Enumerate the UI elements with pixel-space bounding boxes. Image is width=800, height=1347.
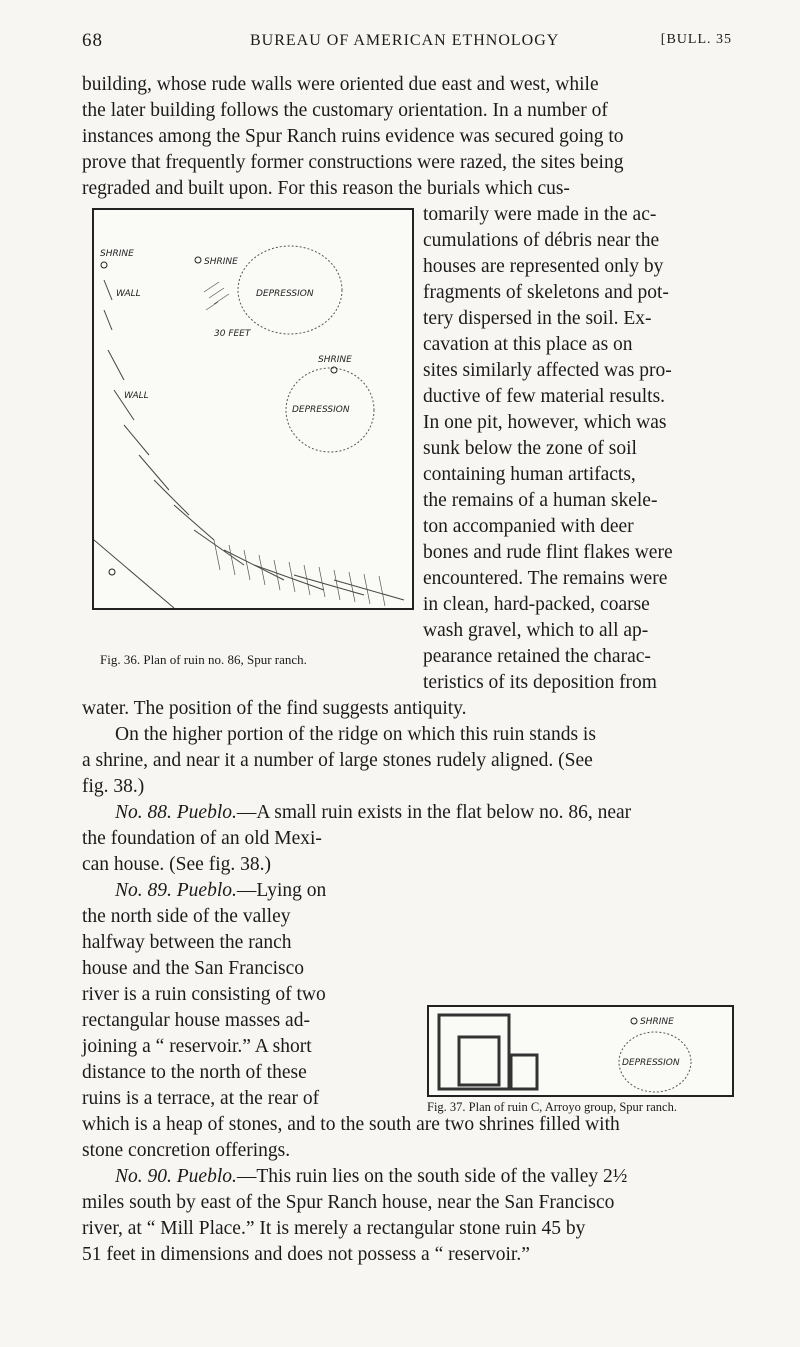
text-line: halfway between the ranch	[82, 932, 292, 953]
running-header	[82, 30, 732, 54]
shrine-marker	[331, 367, 337, 373]
text-line: house and the San Francisco	[82, 958, 305, 979]
text-line: pearance retained the charac-	[423, 646, 651, 667]
text-line: tery dispersed in the soil. Ex-	[423, 308, 652, 329]
text-line: prove that frequently former constructions were razed, the sites being	[82, 152, 624, 173]
text-line: 51 feet in dimensions and does not possess a “ reservoir.”	[82, 1244, 530, 1265]
page-number: 68	[82, 30, 103, 51]
text-line: river is a ruin consisting of two	[82, 984, 326, 1005]
text-line: ductive of few material results.	[423, 386, 666, 407]
text-line: No. 88. Pueblo.—A small ruin exists in the flat below no. 86, near	[115, 802, 632, 823]
running-title: BUREAU OF AMERICAN ETHNOLOGY	[250, 32, 560, 49]
figure-37-plan	[429, 1007, 732, 1095]
shrine-marker	[109, 569, 115, 575]
text-line: the foundation of an old Mexi-	[82, 828, 322, 849]
text-line: which is a heap of stones, and to the south are two shrines filled with	[82, 1114, 620, 1135]
text-line: containing human artifacts,	[423, 464, 636, 485]
label-wall: WALL	[116, 289, 141, 299]
shrine-marker	[101, 262, 107, 268]
shrine-marker	[195, 257, 201, 263]
figure-36-caption: Fig. 36. Plan of ruin no. 86, Spur ranch.	[100, 652, 307, 667]
figure-36-plan	[94, 210, 412, 608]
text-line: the north side of the valley	[82, 906, 291, 927]
figure-37	[427, 1005, 734, 1097]
label-depression: DEPRESSION	[256, 289, 314, 299]
wall-hatching	[104, 280, 404, 600]
text-line: teristics of its deposition from	[423, 672, 657, 693]
section-heading: No. 88. Pueblo.	[115, 802, 237, 823]
label-shrine: SHRINE	[318, 355, 352, 365]
shrine-marker	[631, 1018, 637, 1024]
text-line: fig. 38.)	[82, 776, 145, 797]
text-line: cavation at this place as on	[423, 334, 633, 355]
text-line: On the higher portion of the ridge on which this ruin stands is	[115, 724, 596, 745]
text-line: tomarily were made in the ac-	[423, 204, 657, 225]
text-line: a shrine, and near it a number of large stones rudely aligned. (See	[82, 750, 593, 771]
label-shrine: SHRINE	[100, 249, 134, 259]
text-line: the later building follows the customary orientation. In a number of	[82, 100, 608, 121]
label-shrine: SHRINE	[640, 1017, 674, 1027]
text-line: sites similarly affected was pro-	[423, 360, 672, 381]
label-shrine: SHRINE	[204, 257, 238, 267]
bulletin-number: [BULL. 35	[660, 32, 732, 47]
text-line: miles south by east of the Spur Ranch house, near the San Francisco	[82, 1192, 615, 1213]
text-line: water. The position of the find suggests antiquity.	[82, 698, 467, 719]
text-line: rectangular house masses ad-	[82, 1010, 310, 1031]
label-distance: 30 FEET	[214, 329, 251, 339]
house-masses	[439, 1015, 537, 1089]
text-line: wash gravel, which to all ap-	[423, 620, 649, 641]
text-line: ruins is a terrace, at the rear of	[82, 1088, 320, 1109]
text-line: cumulations of débris near the	[423, 230, 660, 251]
text-line: instances among the Spur Ranch ruins evidence was secured going to	[82, 126, 624, 147]
text-line: No. 89. Pueblo.—Lying on	[115, 880, 327, 901]
text-line: river, at “ Mill Place.” It is merely a rectangular stone ruin 45 by	[82, 1218, 586, 1239]
text-line: building, whose rude walls were oriented due east and west, while	[82, 74, 599, 95]
figure-37-caption: Fig. 37. Plan of ruin C, Arroyo group, Spur ranch.	[427, 1100, 677, 1114]
text-line: in clean, hard-packed, coarse	[423, 594, 650, 615]
text-line: the remains of a human skele-	[423, 490, 658, 511]
label-wall: WALL	[124, 391, 149, 401]
text-line: joining a “ reservoir.” A short	[82, 1036, 312, 1057]
text-line: sunk below the zone of soil	[423, 438, 637, 459]
figure-36	[92, 208, 414, 610]
text-line: stone concretion offerings.	[82, 1140, 291, 1161]
text-line: can house. (See fig. 38.)	[82, 854, 271, 875]
label-depression: DEPRESSION	[292, 405, 350, 415]
text-line: fragments of skeletons and pot-	[423, 282, 669, 303]
section-heading: No. 90. Pueblo.	[115, 1166, 237, 1187]
label-depression: DEPRESSION	[622, 1058, 680, 1068]
text-line: In one pit, however, which was	[423, 412, 667, 433]
text-line: bones and rude flint flakes were	[423, 542, 673, 563]
text-line: houses are represented only by	[423, 256, 664, 277]
text-line: distance to the north of these	[82, 1062, 307, 1083]
text-line: No. 90. Pueblo.—This ruin lies on the south side of the valley 2½	[115, 1166, 628, 1187]
text-line: encountered. The remains were	[423, 568, 668, 589]
text-line: ton accompanied with deer	[423, 516, 634, 537]
section-heading: No. 89. Pueblo.	[115, 880, 237, 901]
text-line: regraded and built upon. For this reason the burials which cus-	[82, 178, 570, 199]
